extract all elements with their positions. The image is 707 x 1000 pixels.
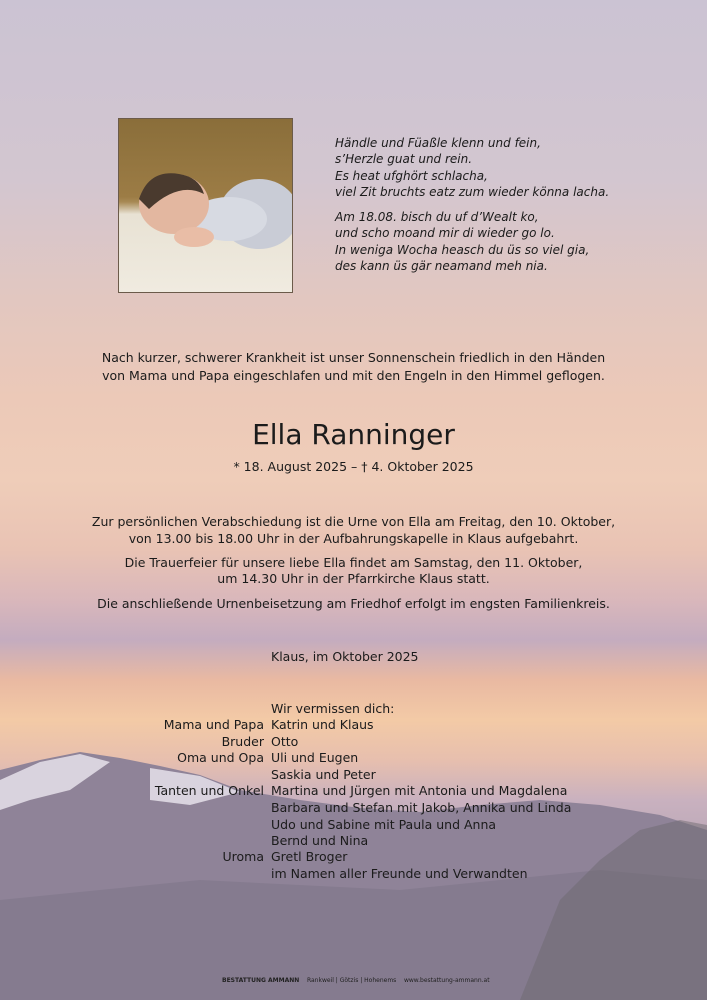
- family-label: Mama und Papa: [163, 717, 264, 732]
- paragraph-line: Die Trauerfeier für unsere liebe Ella findet am Samstag, den 11. Oktober,: [124, 555, 583, 570]
- baby-photo: [118, 118, 293, 293]
- family-label: Tanten und Onkel: [154, 783, 264, 798]
- poem-line: In weniga Wocha heasch du üs so viel gia,: [335, 243, 590, 257]
- paragraph-line: Zur persönlichen Verabschiedung ist die Urne von Ella am Freitag, den 10. Oktober,: [91, 514, 616, 529]
- paragraph-line: Die anschließende Urnenbeisetzung am Friedhof erfolgt im engsten Familienkreis.: [97, 596, 610, 611]
- family-name: Udo und Sabine mit Paula und Anna: [271, 817, 497, 832]
- family-name: Otto: [271, 734, 299, 749]
- intro-line: Nach kurzer, schwerer Krankheit ist unser Sonnenschein friedlich in den Händen: [101, 350, 606, 365]
- deceased-name: Ella Ranninger: [252, 418, 455, 451]
- paragraph-line: von 13.00 bis 18.00 Uhr in der Aufbahrungskapelle in Klaus aufgebahrt.: [128, 531, 579, 546]
- family-name: Uli und Eugen: [271, 750, 359, 765]
- footer-website: www.bestattung-ammann.at: [403, 977, 490, 984]
- family-name: Saskia und Peter: [271, 767, 376, 782]
- poem-line: Es heat ufghört schlacha,: [335, 169, 488, 183]
- poem-line: und scho moand mir di wieder go lo.: [335, 226, 555, 240]
- family-name: Martina und Jürgen mit Antonia und Magdalena: [271, 783, 568, 798]
- family-label: Uroma: [222, 849, 264, 864]
- footer-brand: BESTATTUNG AMMANN: [222, 977, 300, 984]
- poem-line: viel Zit bruchts eatz zum wieder könna lacha.: [335, 185, 610, 199]
- family-header: Wir vermissen dich:: [271, 701, 395, 716]
- poem-line: Am 18.08. bisch du uf d’Wealt ko,: [335, 210, 539, 224]
- place-date: Klaus, im Oktober 2025: [271, 649, 419, 664]
- poem-line: s’Herzle guat und rein.: [335, 152, 473, 166]
- family-name: Barbara und Stefan mit Jakob, Annika und Linda: [271, 800, 572, 815]
- family-label: Bruder: [221, 734, 264, 749]
- poem-line: des kann üs gär neamand meh nia.: [335, 259, 548, 273]
- family-name: im Namen aller Freunde und Verwandten: [271, 866, 528, 881]
- family-name: Gretl Broger: [271, 849, 348, 864]
- family-label: Oma und Opa: [177, 750, 264, 765]
- family-name: Katrin und Klaus: [271, 717, 374, 732]
- life-dates: * 18. August 2025 – † 4. Oktober 2025: [233, 459, 474, 474]
- intro-line: von Mama und Papa eingeschlafen und mit den Engeln in den Himmel geflogen.: [102, 368, 605, 383]
- footer: [222, 977, 490, 984]
- paragraph-line: um 14.30 Uhr in der Pfarrkirche Klaus statt.: [217, 571, 490, 586]
- poem-line: Händle und Füaßle klenn und fein,: [335, 136, 541, 150]
- family-name: Bernd und Nina: [271, 833, 369, 848]
- footer-locations: Rankweil | Götzis | Hohenems: [306, 977, 397, 984]
